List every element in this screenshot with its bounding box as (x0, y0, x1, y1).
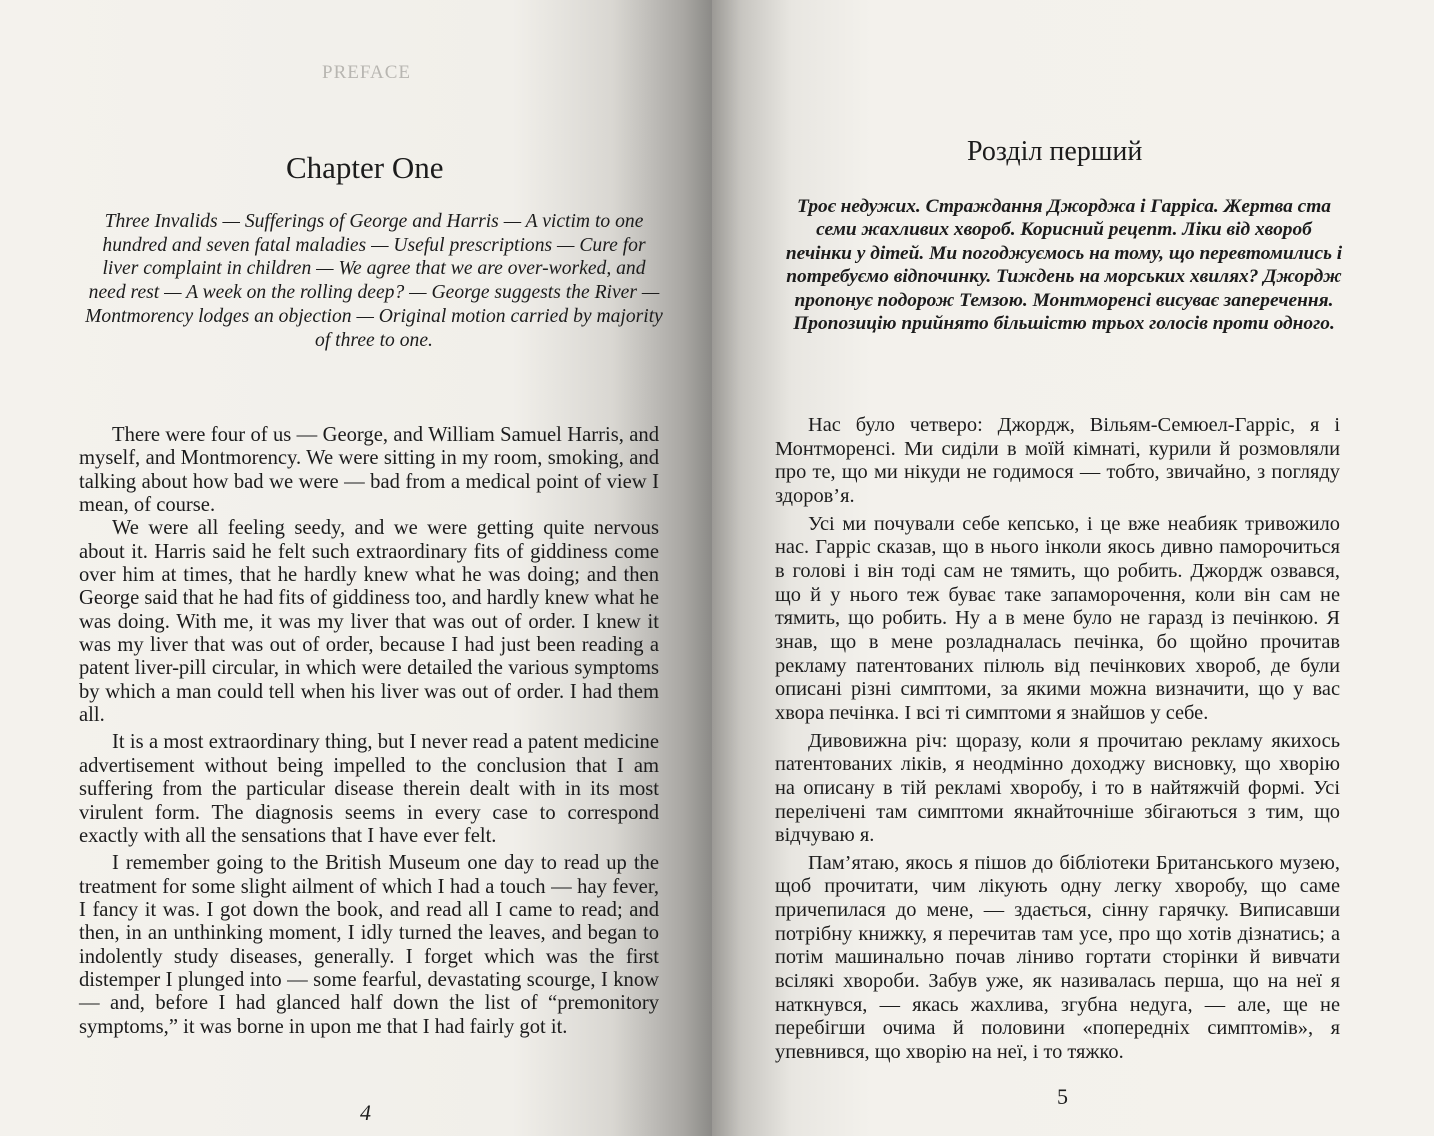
paragraph: Усі ми почували себе кепсько, і це вже неабияк тривожило нас. Гарріс сказав, що в нього інколи якось дивно паморочиться в голові і він тоді сам не тямить, що робить. Джордж озвався, що й у нього теж буває таке запаморочення, коли він сам не тямить, що робить. Ну а в мене було не гаразд із печінкою. Я знав, що в мене розладналась печінка, бо щойно прочитав рекламу патентованих пілюль від печінкових хвороб, де були описані різні симптоми, за якими можна визначити, що у вас хвора печінка. І всі ті симптоми я знайшов у себе. (775, 512, 1340, 724)
paragraph: I remember going to the British Museum one day to read up the treatment for some slight ailment of which I had a touch — hay fever, I fancy it was. I got down the book, and read all I came to read; and then, in an unthinking moment, I idly turned the leaves, and began to indolently study diseases, generally. I forget which was the first distemper I plunged into — some fearful, devastating scourge, I know — and, before I had glanced half down the list of “premonitory symptoms,” it was borne in upon me that I had fairly got it. (79, 852, 659, 1038)
chapter-summary-ukrainian: Троє недужих. Страждання Джорджа і Гарріса. Жертва ста семи жахливих хвороб. Корисний рецепт. Ліки від хвороб печінки у дітей. Ми погоджуємось на тому, що перевтомились і потребуємо відпочинку. Тиждень на морських хвилях? Джордж пропонує подорож Темзою. Монтморенсі висуває заперечення. Пропозицію прийнято більшістю трьох голосів проти одного. (785, 196, 1343, 335)
chapter-summary-english: Three Invalids — Sufferings of George and Harris — A victim to one hundred and seven fatal maladies — Useful prescriptions — Cure for liver complaint in children — We agree that we are over-worked, and need rest — A week on the rolling deep? — George suggests the River — Montmorency lodges an objection — Original motion carried by majority of three to one. (85, 211, 663, 351)
left-page (0, 0, 712, 1136)
paragraph: Нас було четверо: Джордж, Вільям-Семюел-Гарріс, я і Монтморенсі. Ми сиділи в моїй кімнаті, курили й розмовляли про те, що ми нікуди не годимося — тобто, звичайно, з погляду здоров’я. (775, 414, 1340, 507)
bleed-through-heading: PREFACE (322, 62, 412, 83)
page-number-right: 5 (1057, 1084, 1068, 1109)
right-page (712, 0, 1434, 1136)
paragraph: Дивовижна річ: щоразу, коли я прочитаю рекламу якихось патентованих ліків, я неодмінно доходжу висновку, що хворію на описану в тій рекламі хворобу, і то в найтяжчій формі. Усі перелічені там симптоми якнайточніше збігаються з тим, що відчуваю я. (775, 729, 1340, 847)
paragraph: It is a most extraordinary thing, but I never read a patent medicine advertisement without being impelled to the conclusion that I am suffering from the particular disease therein dealt with in its most virulent form. The diagnosis seems in every case to correspond exactly with all the sensations that I have ever felt. (79, 731, 659, 847)
chapter-title-ukrainian: Розділ перший (967, 136, 1143, 167)
paragraph: We were all feeling seedy, and we were getting quite nervous about it. Harris said he felt such extraordinary fits of giddiness come over him at times, that he hardly knew what he was doing; and then George said that he had fits of giddiness too, and hardly knew what he was doing. With me, it was my liver that was out of order. I knew it was my liver that was out of order, because I had just been reading a patent liver-pill circular, in which were detailed the various symptoms by which a man could tell when his liver was out of order. I had them all. (79, 517, 659, 727)
chapter-title-english: Chapter One (286, 150, 444, 185)
paragraph: Пам’ятаю, якось я пішов до бібліотеки Британського музею, щоб прочитати, чим лікують одну легку хворобу, що саме причепилася до мене, — здається, сінну гарячку. Виписавши потрібну книжку, я перечитав там усе, про що хотів дізнатись; а потім машинально почав ліниво гортати сторінки й вивчати всілякі хвороби. Забув уже, як називалась перша, що на неї я наткнувся, — якась жахлива, згубна недуга, — але, ще не перебігши очима й половини «попередніх симптомів», я упевнився, що хворію на неї, і то тяжко. (775, 851, 1340, 1064)
paragraph: There were four of us — George, and William Samuel Harris, and myself, and Montmorency. We were sitting in my room, smoking, and talking about how bad we were — bad from a medical point of view I mean, of course. (79, 424, 659, 517)
body-text-english (79, 424, 659, 1039)
page-number-left: 4 (360, 1100, 371, 1125)
body-text-ukrainian (775, 414, 1340, 1065)
